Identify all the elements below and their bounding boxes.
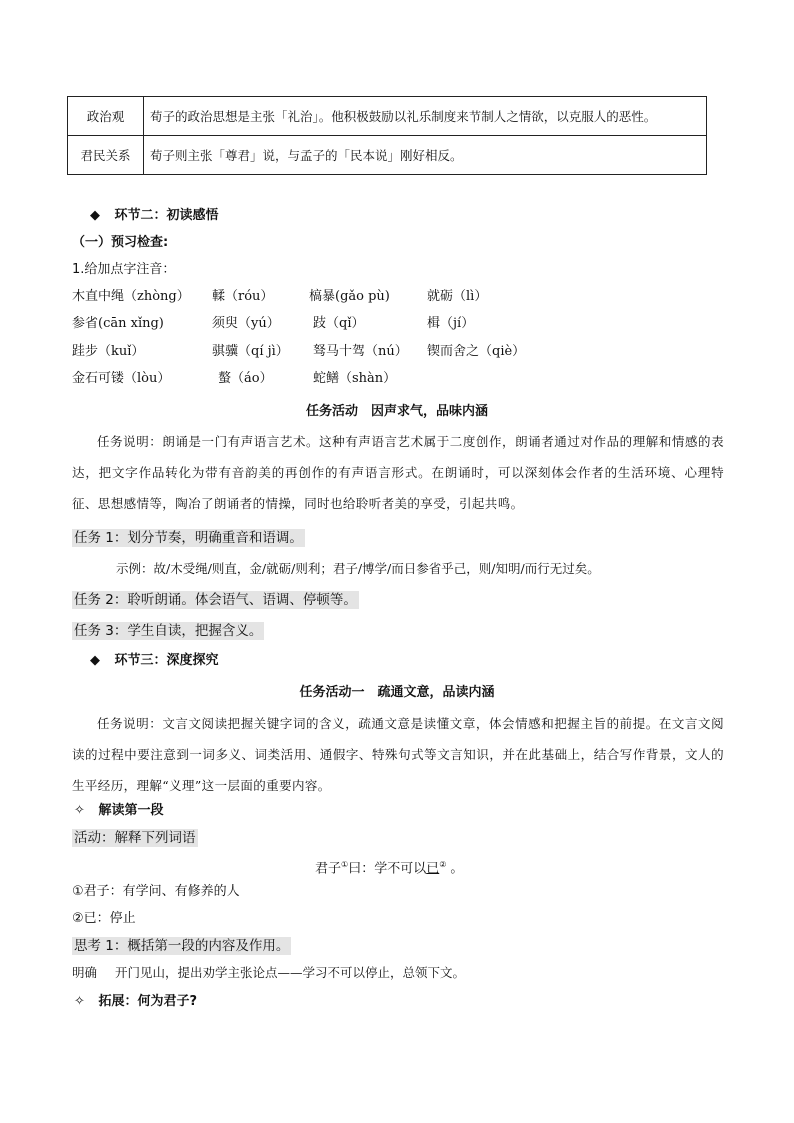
phonetic-item: 蛇鳝（shàn） [313,371,397,386]
task-item: 任务 1：划分节奏，明确重音和语调。 [74,530,303,546]
diamond-icon: ◆ [90,653,100,668]
activity-title: 任务活动一 疏通文意，品读内涵 [299,685,495,700]
question-label: 1.给加点字注音： [72,262,176,277]
table-value: 荀子则主张「尊君」说，与孟子的「民本说」刚好相反。 [144,136,707,175]
example-text: 示例：故/木受绳/则直，金/就砺/则利；君子/博学/而日参省乎己，则/知明/而行无过矣。 [116,561,600,576]
activity-description: 任务说明：朗诵是一门有声语言艺术。这种有声语言艺术属于二度创作，朗诵者通过对作品的理解和情感的表达，把文字作品转化为带有音韵美的再创作的有声语言形式。在朗诵时，可以深刻体会作者的生活环境、心理特征、思想感情等，陶冶了朗诵者的情操，同时也给聆听者美的享受，引起共鸣。 [72,434,724,511]
phonetic-item: 槁暴(gǎo pù) [309,289,390,304]
phonetic-item: 骐骥（qí jì） [212,344,289,359]
diamond-icon: ◆ [90,208,100,223]
phonetic-item: 参省(cān xǐng) [72,316,164,331]
table-key: 政治观 [68,97,144,136]
section-heading: ◆ 环节二：初读感悟 [90,208,219,223]
activity-label: 活动：解释下列词语 [74,830,196,846]
subsection-heading: ✧ 拓展：何为君子? [74,994,198,1009]
phonetic-item: 驽马十驾（nú） [313,344,408,359]
phonetic-item: 跬步（kuǐ） [72,344,145,359]
sparkle-icon: ✧ [74,803,85,818]
phonetic-item: 木直中绳（zhòng） [72,289,190,304]
sparkle-icon: ✧ [74,994,85,1009]
note-item: ②已：停止 [72,911,136,926]
task-item: 任务 2：聆听朗诵。体会语气、语调、停顿等。 [74,592,357,608]
section-heading: ◆ 环节三：深度探究 [90,653,219,668]
answer-line: 明确 开门见山，提出劝学主张论点——学习不可以停止，总领下文。 [72,965,466,980]
table-value: 荀子的政治思想是主张「礼治」。他积极鼓励以礼乐制度来节制人之情欲，以克服人的恶性。 [144,97,707,136]
subsection-heading: ✧ 解读第一段 [74,803,164,818]
quote-line: 君子①曰：学不可以已② 。 [315,860,464,877]
phonetic-item: 跂（qǐ） [313,316,365,331]
phonetic-item: 輮（róu） [212,289,274,304]
phonetic-item: 楫（jí） [427,316,475,331]
phonetic-item: 须臾（yú） [212,316,280,331]
phonetic-item: 就砺（lì） [427,289,488,304]
sub-heading: （一）预习检查: [72,235,169,250]
phonetic-item: 螯（áo） [218,371,273,386]
task-item: 任务 3：学生自读，把握含义。 [74,623,263,639]
phonetic-item: 金石可镂（lòu） [72,371,171,386]
activity-description: 任务说明：文言文阅读把握关键字词的含义，疏通文意是读懂文章，体会情感和把握主旨的前提。在文言文阅读的过程中要注意到一词多义、词类活用、通假字、特殊句式等文言知识，并在此基础上，结合写作背景，文人的生平经历，理解“义理”这一层面的重要内容。 [72,716,724,793]
think-question: 思考 1：概括第一段的内容及作用。 [74,938,290,954]
phonetic-item: 锲而舍之（qiè） [427,344,526,359]
table-row [68,136,707,175]
note-item: ①君子：有学问、有修养的人 [72,884,240,899]
table-row [68,97,707,136]
info-table [67,96,707,175]
table-key: 君民关系 [68,136,144,175]
activity-title: 任务活动 因声求气，品味内涵 [305,404,488,419]
